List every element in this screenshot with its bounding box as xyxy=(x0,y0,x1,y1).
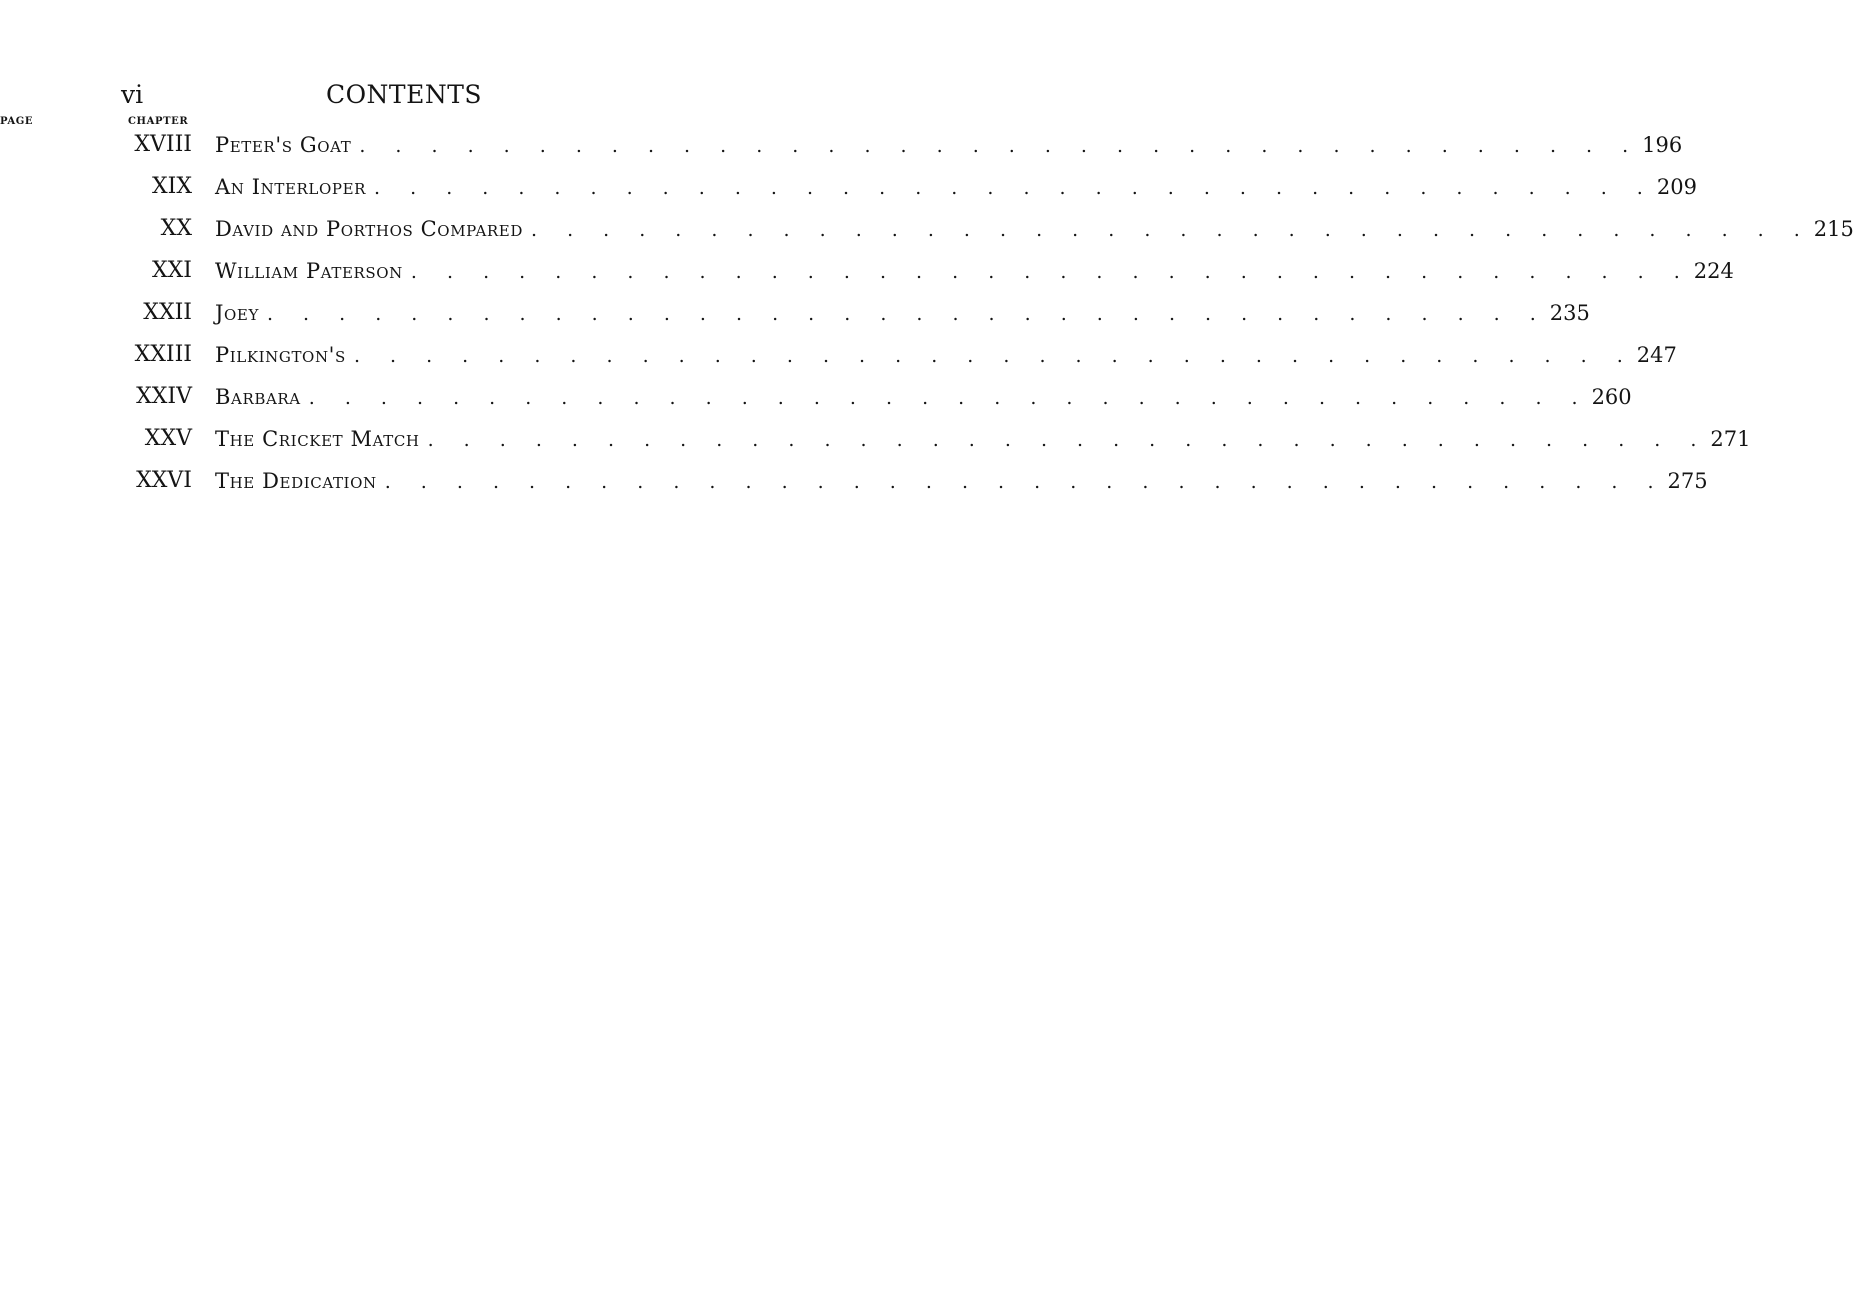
page-reference: 209 xyxy=(1656,175,1697,199)
chapter-title: Peter's Goat xyxy=(215,133,352,157)
chapter-number: XXVI xyxy=(136,468,192,493)
page-title: CONTENTS xyxy=(325,80,483,109)
dot-leader: . . . . . . . . . . . . . . . . . . . . . . . . . . . . . . . . . . . . xyxy=(410,261,1692,283)
dot-leader: . . . . . . . . . . . . . . . . . . . . . . . . . . . . . . . . . . . . xyxy=(359,135,1641,157)
chapter-number: XXII xyxy=(143,300,192,325)
chapter-title: An Interloper xyxy=(215,175,367,199)
chapter-number: XXI xyxy=(151,258,192,283)
chapter-title: Pilkington's xyxy=(215,343,346,367)
chapter-title: Joey xyxy=(215,301,259,325)
page-reference: 247 xyxy=(1636,343,1677,367)
chapter-number: XX xyxy=(160,216,192,241)
page-reference: 271 xyxy=(1710,427,1751,451)
chapter-number: XXIV xyxy=(136,384,192,409)
dot-leader: . . . . . . . . . . . . . . . . . . . . . . . . . . . . . . . . . . . . xyxy=(308,387,1590,409)
toc-entry xyxy=(0,382,1632,412)
page-reference: 196 xyxy=(1642,133,1683,157)
chapter-number: XXIII xyxy=(134,342,192,367)
chapter-title: The Dedication xyxy=(215,469,377,493)
dot-leader: . . . . . . . . . . . . . . . . . . . . . . . . . . . . . . . . . . . . xyxy=(374,177,1655,199)
chapter-column-label: CHAPTER xyxy=(128,116,189,127)
chapter-number: XVIII xyxy=(134,132,192,157)
dot-leader: . . . . . . . . . . . . . . . . . . . . . . . . . . . . . . . . . . . . xyxy=(384,471,1666,493)
chapter-title: The Cricket Match xyxy=(215,427,420,451)
page-reference: 260 xyxy=(1591,385,1632,409)
page-reference: 275 xyxy=(1667,469,1708,493)
toc-entry xyxy=(0,130,1683,160)
toc-entry xyxy=(0,214,1854,244)
toc-entry xyxy=(0,340,1677,370)
toc-entry xyxy=(0,424,1751,454)
chapter-title: William Paterson xyxy=(215,259,403,283)
page-column-label: PAGE xyxy=(0,116,34,127)
toc-entry xyxy=(0,298,1590,328)
page-number: vi xyxy=(121,80,144,109)
dot-leader: . . . . . . . . . . . . . . . . . . . . . . . . . . . . . . . . . . . . xyxy=(530,219,1812,241)
dot-leader: . . . . . . . . . . . . . . . . . . . . . . . . . . . . . . . . . . . . xyxy=(427,429,1709,451)
chapter-number: XIX xyxy=(151,174,192,199)
page-reference: 224 xyxy=(1693,259,1734,283)
toc-entry xyxy=(0,172,1697,202)
chapter-number: XXV xyxy=(144,426,192,451)
toc-entry xyxy=(0,256,1734,286)
chapter-title: Barbara xyxy=(215,385,301,409)
chapter-title: David and Porthos Compared xyxy=(215,217,523,241)
dot-leader: . . . . . . . . . . . . . . . . . . . . . . . . . . . . . . . . . . . . xyxy=(266,303,1548,325)
dot-leader: . . . . . . . . . . . . . . . . . . . . . . . . . . . . . . . . . . . . xyxy=(353,345,1635,367)
toc-entry xyxy=(0,466,1708,496)
page-reference: 215 xyxy=(1813,217,1854,241)
page-reference: 235 xyxy=(1549,301,1590,325)
